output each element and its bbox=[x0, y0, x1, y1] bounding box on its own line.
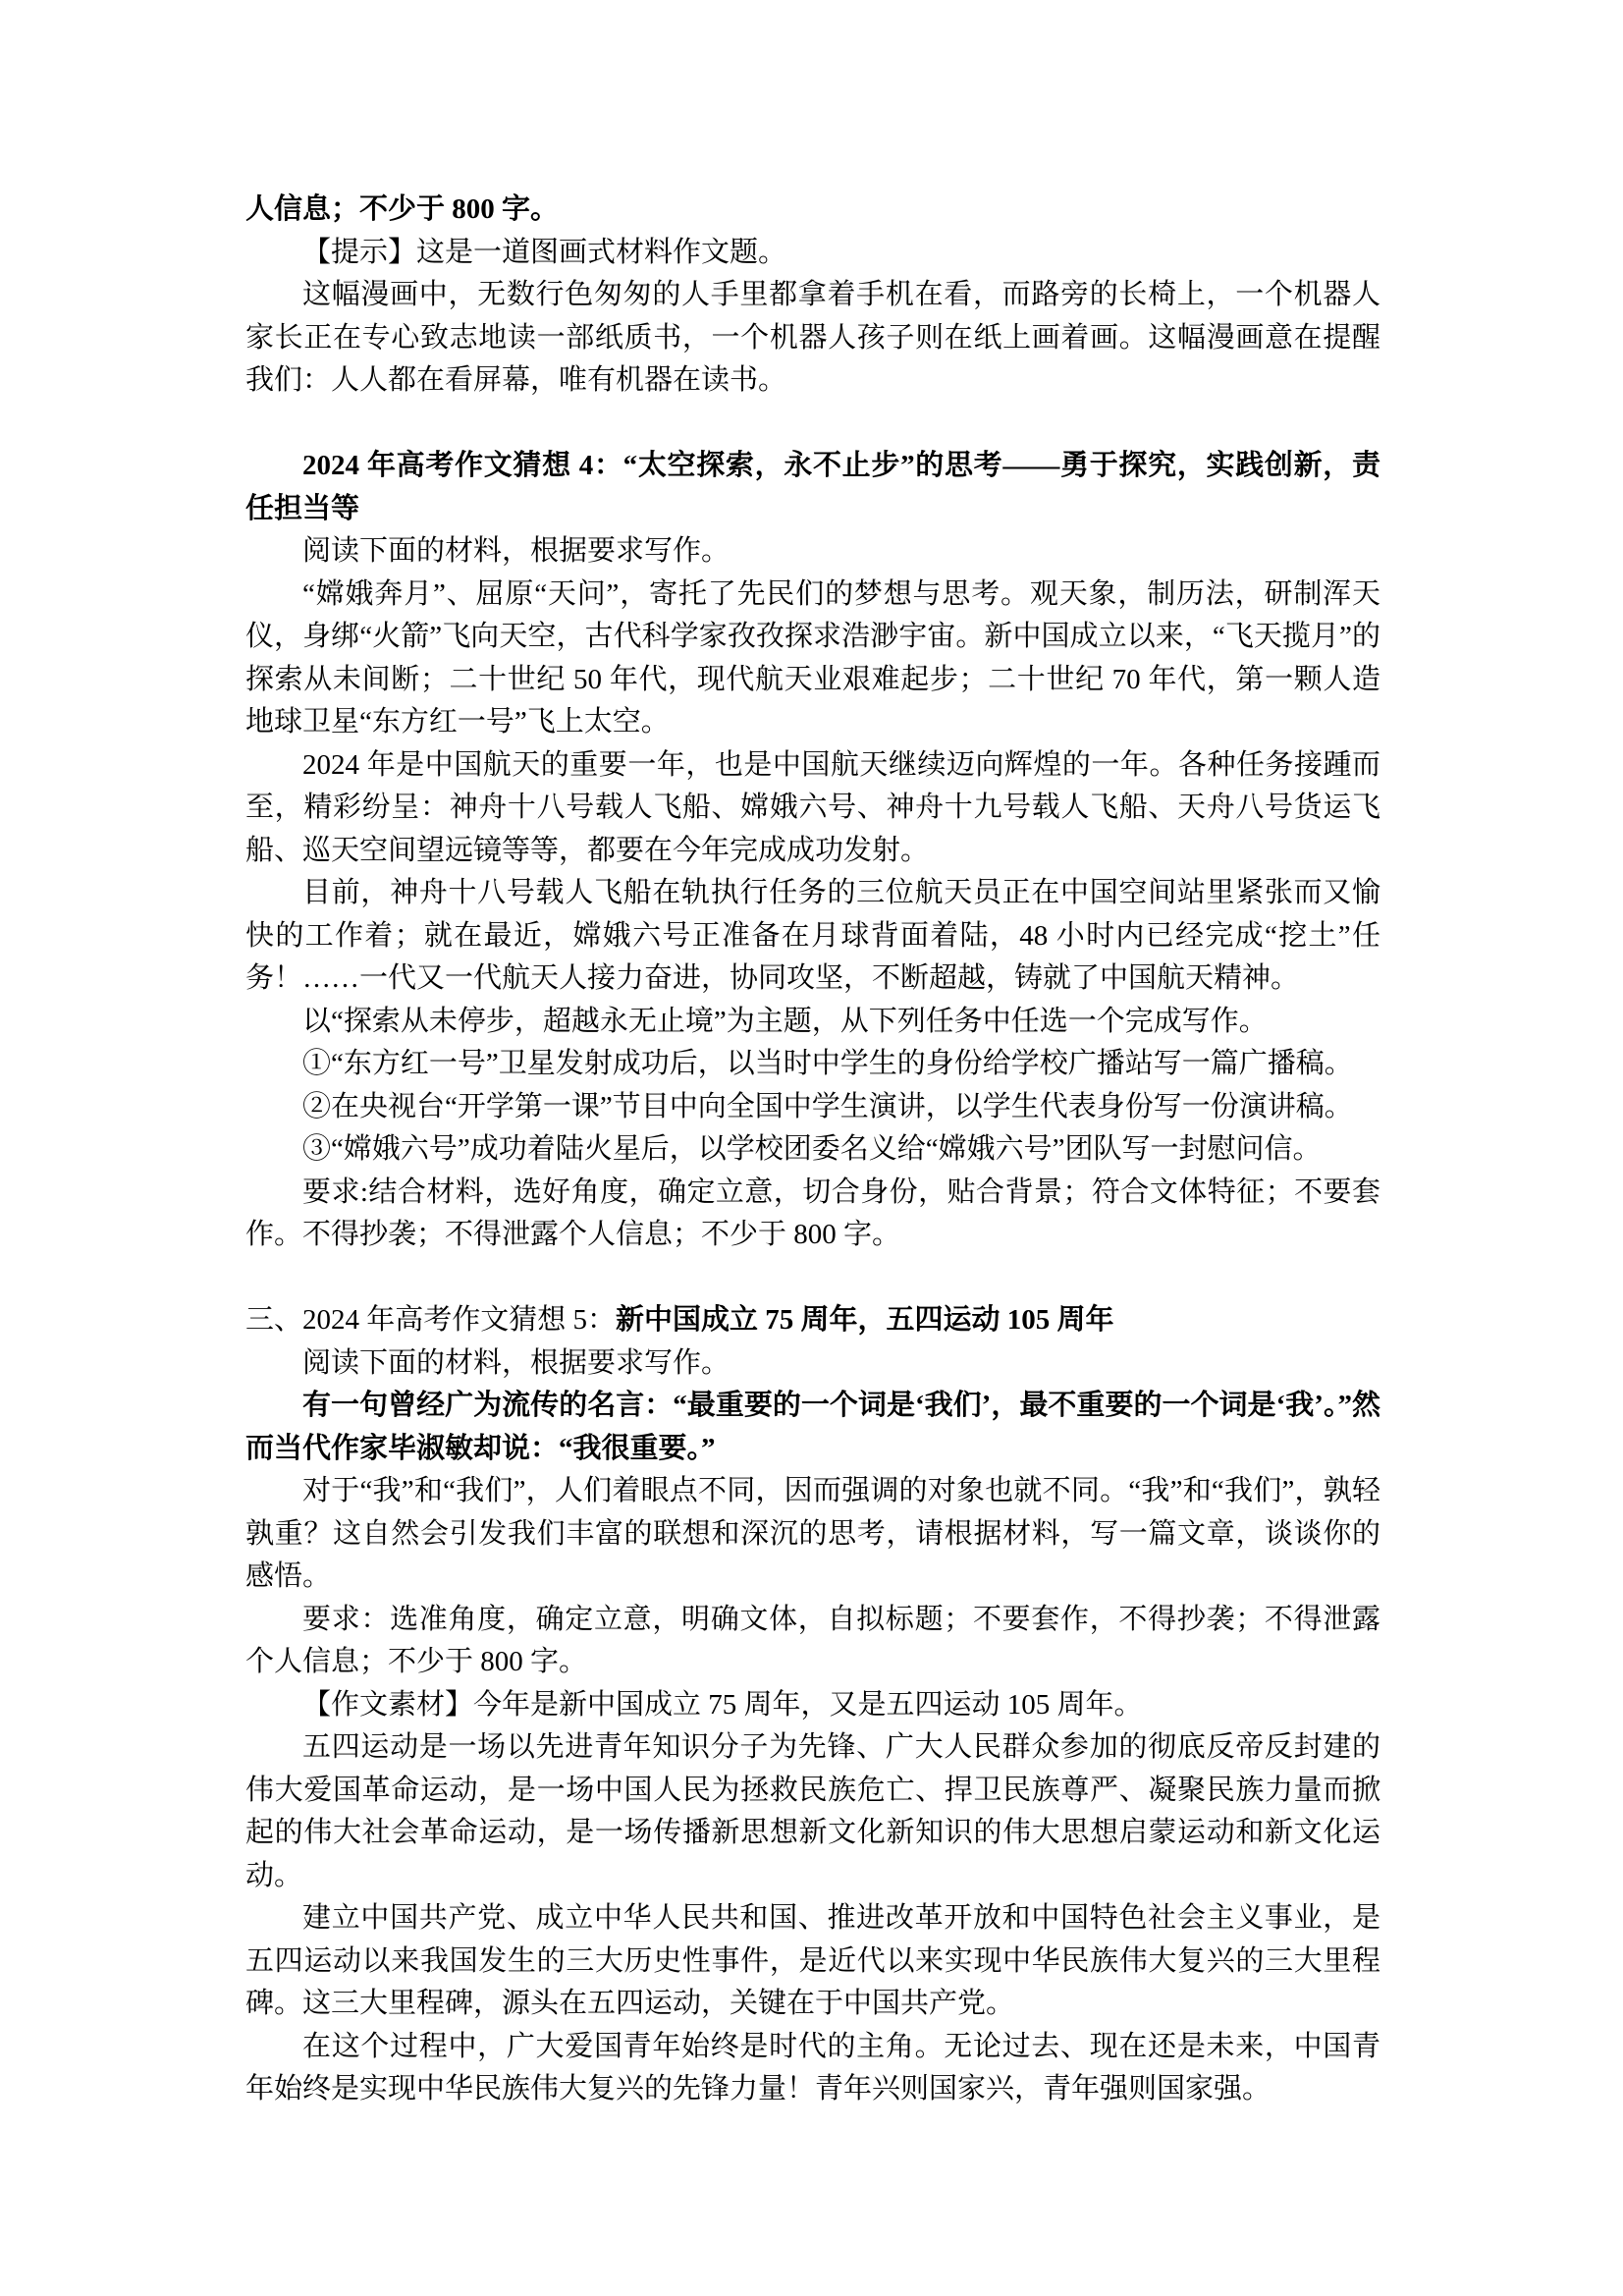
heading-essay-prediction-4: 2024 年高考作文猜想 4：“太空探索，永不止步”的思考——勇于探究，实践创新，责任担当等 bbox=[245, 450, 1380, 524]
paragraph-theme-task: 以“探索从未停步，超越永无止境”为主题，从下列任务中任选一个完成写作。 bbox=[302, 1005, 1268, 1037]
paragraph-comic-analysis: 这幅漫画中，无数行色匆匆的人手里都拿着手机在看，而路旁的长椅上，一个机器人家长正在专心致志地读一部纸质书，一个机器人孩子则在纸上画着画。这幅漫画意在提醒我们：人人都在看屏幕，唯有机器在读书。 bbox=[245, 279, 1380, 396]
paragraph-hint: 【提示】这是一道图画式材料作文题。 bbox=[302, 236, 787, 268]
paragraph-youth-role: 在这个过程中，广大爱国青年始终是时代的主角。无论过去、现在还是未来，中国青年始终是实现中华民族伟大复兴的先锋力量！青年兴则国家兴，青年强则国家强。 bbox=[245, 2030, 1380, 2105]
paragraph-requirements-4: 要求:结合材料，选好角度，确定立意，切合身份，贴合背景；符合文体特征；不要套作。不得抄袭；不得泄露个人信息；不少于 800 字。 bbox=[245, 1175, 1380, 1250]
document-content bbox=[245, 189, 1380, 2111]
paragraph-three-milestones: 建立中国共产党、成立中华人民共和国、推进改革开放和中国特色社会主义事业，是五四运动以来我国发生的三大历史性事件，是近代以来实现中华民族伟大复兴的三大里程碑。这三大里程碑，源头在五四运动，关键在于中国共产党。 bbox=[245, 1902, 1380, 2019]
task-option-2: ②在央视台“开学第一课”节目中向全国中学生演讲，以学生代表身份写一份演讲稿。 bbox=[302, 1090, 1353, 1122]
paragraph-space-history: “嫦娥奔月”、屈原“天问”，寄托了先民们的梦想与思考。观天象，制历法，研制浑天仪，身绑“火箭”飞向天空，古代科学家孜孜探求浩渺宇宙。新中国成立以来，“飞天揽月”的探索从未间断；二十世纪 50 年代，现代航天业艰难起步；二十世纪 70 年代，第一颗人造地球卫星“东方红一号”飞上太空。 bbox=[245, 577, 1380, 738]
paragraph-requirements-continuation: 人信息；不少于 800 字。 bbox=[245, 193, 560, 225]
blank-line bbox=[245, 403, 1380, 446]
paragraph-famous-quote: 有一句曾经广为流传的名言：“最重要的一个词是‘我们’，最不重要的一个词是‘我’。”然而当代作家毕淑敏却说：“我很重要。” bbox=[245, 1390, 1380, 1464]
task-option-3: ③“嫦娥六号”成功着陆火星后，以学校团委名义给“嫦娥六号”团队写一封慰问信。 bbox=[302, 1133, 1322, 1165]
paragraph-we-vs-me: 对于“我”和“我们”，人们着眼点不同，因而强调的对象也就不同。“我”和“我们”，孰轻孰重？这自然会引发我们丰富的联想和深沉的思考，请根据材料，写一篇文章，谈谈你的感悟。 bbox=[245, 1475, 1380, 1592]
paragraph-read-material-4: 阅读下面的材料，根据要求写作。 bbox=[302, 535, 730, 567]
blank-line bbox=[245, 1257, 1380, 1300]
paragraph-current-missions: 目前，神舟十八号载人飞船在轨执行任务的三位航天员正在中国空间站里紧张而又愉快的工作着；就在最近，嫦娥六号正准备在月球背面着陆，48 小时内已经完成“挖土”任务！……一代又一代航天人接力奋进，协同攻坚，不断超越，铸就了中国航天精神。 bbox=[245, 877, 1380, 994]
heading-prediction-5-prefix: 三、2024 年高考作文猜想 5： bbox=[245, 1304, 617, 1336]
paragraph-may-fourth-movement: 五四运动是一场以先进青年知识分子为先锋、广大人民群众参加的彻底反帝反封建的伟大爱国革命运动，是一场中国人民为拯救民族危亡、捍卫民族尊严、凝聚民族力量而掀起的伟大社会革命运动，是一场传播新思想新文化新知识的伟大思想启蒙运动和新文化运动。 bbox=[245, 1731, 1380, 1891]
task-option-1: ①“东方红一号”卫星发射成功后，以当时中学生的身份给学校广播站写一篇广播稿。 bbox=[302, 1048, 1353, 1079]
heading-essay-prediction-5 bbox=[245, 1299, 1380, 1342]
paragraph-2024-missions: 2024 年是中国航天的重要一年，也是中国航天继续迈向辉煌的一年。各种任务接踵而至，精彩纷呈：神舟十八号载人飞船、嫦娥六号、神舟十九号载人飞船、天舟八号货运飞船、巡天空间望远镜等等，都要在今年完成成功发射。 bbox=[245, 748, 1380, 866]
heading-prediction-5-topic: 新中国成立 75 周年，五四运动 105 周年 bbox=[616, 1304, 1114, 1336]
paragraph-requirements-5: 要求：选准角度，确定立意，明确文体，自拟标题；不要套作，不得抄袭；不得泄露个人信息；不少于 800 字。 bbox=[245, 1603, 1380, 1677]
paragraph-material-intro: 【作文素材】今年是新中国成立 75 周年，又是五四运动 105 周年。 bbox=[302, 1688, 1143, 1721]
paragraph-read-material-5: 阅读下面的材料，根据要求写作。 bbox=[302, 1346, 730, 1379]
